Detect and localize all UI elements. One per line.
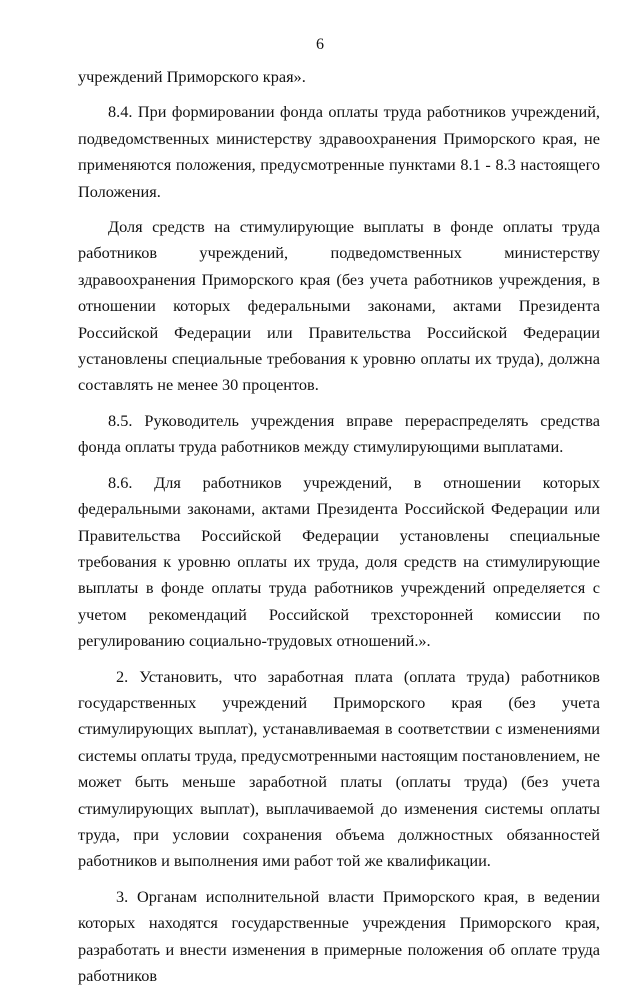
paragraph-8-5: 8.5. Руководитель учреждения вправе перераспределять средства фонда оплаты труда работников между стимулирующими выплатами.	[78, 410, 600, 457]
page-number: 6	[316, 36, 324, 53]
paragraph-continuation: учреждений Приморского края».	[78, 67, 306, 86]
paragraph-8-6: 8.6. Для работников учреждений, в отношении которых федеральными законами, актами Президента Российской Федерации или Правительства Российской Федерации установлены специальные требования к уровню оплаты их труда, доля средств на стимулирующие выплаты в фонде оплаты труда работников учреждений определяется с учетом рекомендаций Российской трехсторонней комиссии по регулированию социально-трудовых отношений.».	[78, 472, 600, 651]
paragraph-item-3: 3. Органам исполнительной власти Приморского края, в ведении которых находятся государственные учреждения Приморского края, разработать и внести изменения в примерные положения об оплате труда работников	[78, 886, 600, 985]
paragraph-item-2: 2. Установить, что заработная плата (оплата труда) работников государственных учреждений Приморского края (без учета стимулирующих выплат), устанавливаемая в соответствии с изменениями системы оплаты труда, предусмотренными настоящим постановлением, не может быть меньше заработной платы (оплаты труда) (без учета стимулирующих выплат), выплачиваемой до изменения системы оплаты труда, при условии сохранения объема должностных обязанностей работников и выполнения ими работ той же квалификации.	[78, 666, 600, 871]
paragraph-8-4: 8.4. При формировании фонда оплаты труда работников учреждений, подведомственных министерству здравоохранения Приморского края, не применяются положения, предусмотренные пунктами 8.1 - 8.3 настоящего Положения.	[78, 102, 600, 201]
paragraph-stimulus-share: Доля средств на стимулирующие выплаты в фонде оплаты труда работников учреждений, подведомственных министерству здравоохранения Приморского края (без учета работников учреждения, в отношении которых федеральными законами, актами Президента Российской Федерации или Правительства Российской Федерации установлены специальные требования к уровню оплаты их труда), должна составлять не менее 30 процентов.	[78, 217, 600, 395]
document-body	[78, 64, 600, 989]
